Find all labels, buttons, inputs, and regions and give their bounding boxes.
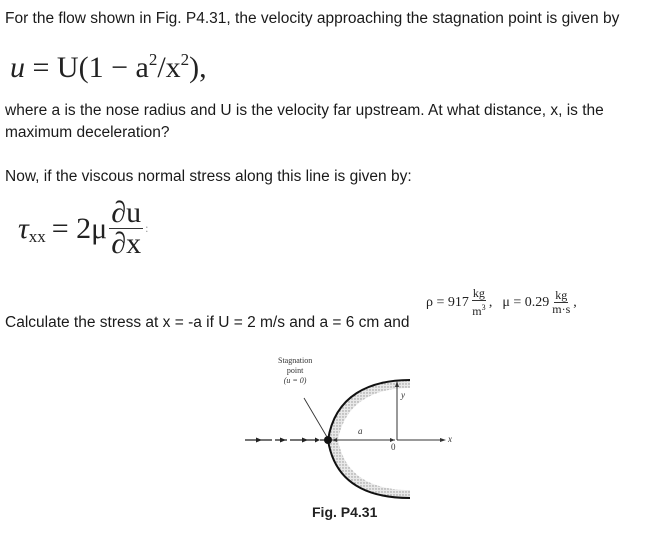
x-axis-label: x [448, 434, 452, 444]
origin-label: 0 [391, 442, 396, 452]
description-line-3: Now, if the viscous normal stress along this line is given by: [5, 168, 412, 185]
viscosity-unit-denominator: m·s [552, 302, 571, 316]
viscosity-unit-numerator: kg [555, 288, 568, 302]
eq-lhs: u [10, 51, 25, 84]
description-line-1: where a is the nose radius and U is the velocity far upstream. At what distance, x, is the [5, 102, 604, 119]
density-unit-denominator [472, 301, 485, 318]
eq-rhs-suffix: ), [189, 51, 207, 84]
tau-subscript: xx [28, 226, 46, 246]
fluid-properties [426, 287, 577, 318]
nose-body-diagram-icon [240, 350, 460, 500]
viscosity-label: μ = 0.29 [502, 294, 550, 310]
stagnation-label-line-3: (u = 0) [283, 376, 307, 385]
derivative-denominator: ∂x [111, 227, 142, 260]
stagnation-point-label [278, 356, 312, 386]
velocity-equation [10, 50, 207, 85]
property-end: , [573, 294, 577, 310]
tau-symbol: τ [18, 211, 29, 245]
description-line-4: Calculate the stress at x = -a if U = 2 m/s and a = 6 cm and [5, 314, 410, 331]
derivative-numerator: ∂u [111, 196, 142, 229]
stagnation-label-line-2: point [286, 366, 304, 375]
stress-trail: : [145, 221, 149, 235]
density-unit-numerator: kg [472, 286, 485, 300]
partial-derivative [109, 198, 143, 259]
eq-x-exponent: 2 [180, 50, 190, 69]
viscosity-unit [552, 289, 570, 316]
density-unit [472, 287, 486, 318]
eq-rhs-prefix: = U(1 − a [32, 51, 149, 84]
density-unit-exponent: 3 [481, 303, 486, 312]
intro-text: For the flow shown in Fig. P4.31, the velocity approaching the stagnation point is given by [5, 10, 620, 27]
stagnation-flow-figure [240, 350, 460, 500]
density-unit-base: m [472, 304, 482, 318]
description-line-2: maximum deceleration? [5, 124, 170, 141]
stagnation-label-line-1: Stagnation [278, 356, 313, 365]
radius-a-label: a [358, 426, 363, 436]
stress-equals: = 2μ [51, 211, 108, 245]
eq-a-exponent: 2 [148, 50, 158, 69]
property-separator: , [488, 294, 493, 310]
figure-caption: Fig. P4.31 [312, 504, 378, 520]
stress-equation [18, 198, 148, 259]
y-axis-label: y [401, 390, 405, 400]
density-label: ρ = 917 [426, 294, 469, 310]
eq-slash-x: /x [157, 51, 181, 84]
